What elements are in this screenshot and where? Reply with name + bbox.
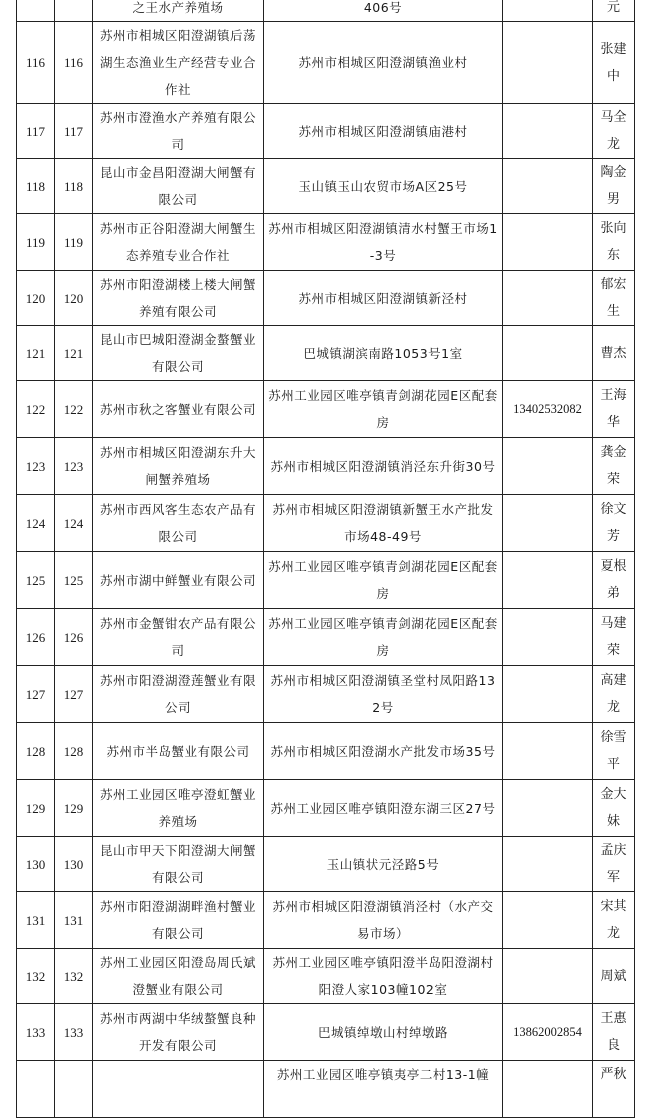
seq-cell: 119: [17, 214, 55, 271]
table-row: [17, 495, 635, 552]
company-name-cell: 苏州市正谷阳澄湖大闸蟹生态养殖专业合作社: [93, 214, 264, 271]
phone-cell: [503, 0, 593, 22]
id-cell: 118: [55, 159, 93, 214]
address-cell: 苏州市相城区阳澄湖镇消泾村（水产交易市场）: [264, 892, 503, 949]
address-cell: 苏州市相城区阳澄湖镇渔业村: [264, 22, 503, 104]
address-cell: 巴城镇湖滨南路1053号1室: [264, 326, 503, 381]
address-cell: 苏州工业园区唯亭镇阳澄半岛阳澄湖村阳澄人家103幢102室: [264, 949, 503, 1004]
contact-person-cell: 宋其龙: [593, 892, 635, 949]
seq-cell: 130: [17, 837, 55, 892]
seq-cell: 118: [17, 159, 55, 214]
phone-cell: [503, 271, 593, 326]
contact-person-cell: 马全龙: [593, 104, 635, 159]
company-name-cell: 苏州市相城区阳澄湖东升大闸蟹养殖场: [93, 438, 264, 495]
phone-cell: [503, 214, 593, 271]
table-row: [17, 666, 635, 723]
contact-person-cell: 王惠良: [593, 1004, 635, 1061]
phone-cell: [503, 949, 593, 1004]
phone-cell: 13862002854: [503, 1004, 593, 1061]
address-cell: 苏州工业园区唯亭镇夷亭二村13-1幢: [264, 1061, 503, 1118]
id-cell: 131: [55, 892, 93, 949]
table-row: [17, 552, 635, 609]
phone-cell: [503, 780, 593, 837]
company-name-cell: 苏州市相城区阳澄湖镇后荡湖生态渔业生产经营专业合作社: [93, 22, 264, 104]
contact-person-cell: 曹杰: [593, 326, 635, 381]
address-cell: 玉山镇玉山农贸市场A区25号: [264, 159, 503, 214]
seq-cell: [17, 1061, 55, 1118]
phone-cell: [503, 552, 593, 609]
phone-cell: 13402532082: [503, 381, 593, 438]
table-row: [17, 780, 635, 837]
company-name-cell: 苏州市金蟹钳农产品有限公司: [93, 609, 264, 666]
contact-person-cell: 元: [593, 0, 635, 22]
address-cell: 苏州市相城区阳澄湖镇庙港村: [264, 104, 503, 159]
company-name-cell: 苏州市秋之客蟹业有限公司: [93, 381, 264, 438]
seq-cell: 132: [17, 949, 55, 1004]
contact-person-cell: 金大妹: [593, 780, 635, 837]
phone-cell: [503, 666, 593, 723]
id-cell: 119: [55, 214, 93, 271]
address-cell: 苏州市相城区阳澄湖镇消泾东升街30号: [264, 438, 503, 495]
seq-cell: [17, 0, 55, 22]
id-cell: 132: [55, 949, 93, 1004]
phone-cell: [503, 326, 593, 381]
company-name-cell: 苏州市湖中鲜蟹业有限公司: [93, 552, 264, 609]
table-row: [17, 326, 635, 381]
contact-person-cell: 张向东: [593, 214, 635, 271]
contact-person-cell: 龚金荣: [593, 438, 635, 495]
table-row: [17, 438, 635, 495]
company-name-cell: 苏州市西风客生态农产品有限公司: [93, 495, 264, 552]
id-cell: 129: [55, 780, 93, 837]
table-row-partial-bottom: [17, 1061, 635, 1118]
id-cell: 123: [55, 438, 93, 495]
phone-cell: [503, 837, 593, 892]
company-name-cell: 苏州市阳澄湖澄莲蟹业有限公司: [93, 666, 264, 723]
seq-cell: 122: [17, 381, 55, 438]
contact-person-cell: 孟庆军: [593, 837, 635, 892]
table-row: [17, 723, 635, 780]
seq-cell: 121: [17, 326, 55, 381]
table-row-partial-top: [17, 0, 635, 22]
company-name-cell: 昆山市金昌阳澄湖大闸蟹有限公司: [93, 159, 264, 214]
id-cell: 121: [55, 326, 93, 381]
company-name-cell: 昆山市甲天下阳澄湖大闸蟹有限公司: [93, 837, 264, 892]
id-cell: [55, 1061, 93, 1118]
contact-person-cell: 夏根弟: [593, 552, 635, 609]
contact-person-cell: 王海华: [593, 381, 635, 438]
seq-cell: 124: [17, 495, 55, 552]
address-cell: 玉山镇状元泾路5号: [264, 837, 503, 892]
table-row: [17, 22, 635, 104]
phone-cell: [503, 495, 593, 552]
address-cell: 苏州市相城区阳澄湖镇新蟹王水产批发市场48-49号: [264, 495, 503, 552]
seq-cell: 128: [17, 723, 55, 780]
contact-person-cell: 郁宏生: [593, 271, 635, 326]
contact-person-cell: 周斌: [593, 949, 635, 1004]
company-name-cell: 苏州工业园区阳澄岛周氏斌澄蟹业有限公司: [93, 949, 264, 1004]
id-cell: 130: [55, 837, 93, 892]
id-cell: [55, 0, 93, 22]
table-row: [17, 104, 635, 159]
table-row: [17, 214, 635, 271]
seq-cell: 116: [17, 22, 55, 104]
company-name-cell: 昆山市巴城阳澄湖金螯蟹业有限公司: [93, 326, 264, 381]
contact-person-cell: 张建中: [593, 22, 635, 104]
table-row: [17, 159, 635, 214]
company-name-cell: 之王水产养殖场: [93, 0, 264, 22]
id-cell: 127: [55, 666, 93, 723]
seq-cell: 126: [17, 609, 55, 666]
phone-cell: [503, 438, 593, 495]
company-table: [16, 0, 635, 1118]
phone-cell: [503, 1061, 593, 1118]
phone-cell: [503, 22, 593, 104]
company-name-cell: 苏州市阳澄湖楼上楼大闸蟹养殖有限公司: [93, 271, 264, 326]
id-cell: 117: [55, 104, 93, 159]
seq-cell: 120: [17, 271, 55, 326]
id-cell: 133: [55, 1004, 93, 1061]
company-name-cell: 苏州市澄渔水产养殖有限公司: [93, 104, 264, 159]
id-cell: 122: [55, 381, 93, 438]
contact-person-cell: 高建龙: [593, 666, 635, 723]
address-cell: 苏州市相城区阳澄湖镇圣堂村凤阳路132号: [264, 666, 503, 723]
table-row: [17, 271, 635, 326]
phone-cell: [503, 609, 593, 666]
contact-person-cell: 马建荣: [593, 609, 635, 666]
id-cell: 120: [55, 271, 93, 326]
company-name-cell: 苏州市两湖中华绒螯蟹良种开发有限公司: [93, 1004, 264, 1061]
address-cell: 苏州工业园区唯亭镇青剑湖花园E区配套房: [264, 552, 503, 609]
contact-person-cell: 徐雪平: [593, 723, 635, 780]
company-name-cell: 苏州市半岛蟹业有限公司: [93, 723, 264, 780]
company-name-cell: 苏州市阳澄湖湖畔渔村蟹业有限公司: [93, 892, 264, 949]
seq-cell: 125: [17, 552, 55, 609]
company-name-cell: [93, 1061, 264, 1118]
seq-cell: 133: [17, 1004, 55, 1061]
table-row: [17, 892, 635, 949]
table-row: [17, 949, 635, 1004]
id-cell: 124: [55, 495, 93, 552]
seq-cell: 129: [17, 780, 55, 837]
phone-cell: [503, 723, 593, 780]
contact-person-cell: 陶金男: [593, 159, 635, 214]
seq-cell: 123: [17, 438, 55, 495]
contact-person-cell: 徐文芳: [593, 495, 635, 552]
seq-cell: 117: [17, 104, 55, 159]
table-row: [17, 837, 635, 892]
address-cell: 苏州市相城区阳澄湖水产批发市场35号: [264, 723, 503, 780]
seq-cell: 127: [17, 666, 55, 723]
phone-cell: [503, 892, 593, 949]
address-cell: 苏州工业园区唯亭镇青剑湖花园E区配套房: [264, 609, 503, 666]
phone-cell: [503, 159, 593, 214]
address-cell: 苏州市相城区阳澄湖镇清水村蟹王市场1-3号: [264, 214, 503, 271]
phone-cell: [503, 104, 593, 159]
address-cell: 苏州工业园区唯亭镇阳澄东湖三区27号: [264, 780, 503, 837]
company-name-cell: 苏州工业园区唯亭澄虹蟹业养殖场: [93, 780, 264, 837]
table-row: [17, 381, 635, 438]
id-cell: 125: [55, 552, 93, 609]
table-row: [17, 1004, 635, 1061]
address-cell: 苏州工业园区唯亭镇青剑湖花园E区配套房: [264, 381, 503, 438]
id-cell: 128: [55, 723, 93, 780]
table-row: [17, 609, 635, 666]
id-cell: 116: [55, 22, 93, 104]
contact-person-cell: 严秋: [593, 1061, 635, 1118]
address-cell: 苏州市相城区阳澄湖镇新泾村: [264, 271, 503, 326]
seq-cell: 131: [17, 892, 55, 949]
id-cell: 126: [55, 609, 93, 666]
address-cell: 巴城镇绰墩山村绰墩路: [264, 1004, 503, 1061]
address-cell: 406号: [264, 0, 503, 22]
